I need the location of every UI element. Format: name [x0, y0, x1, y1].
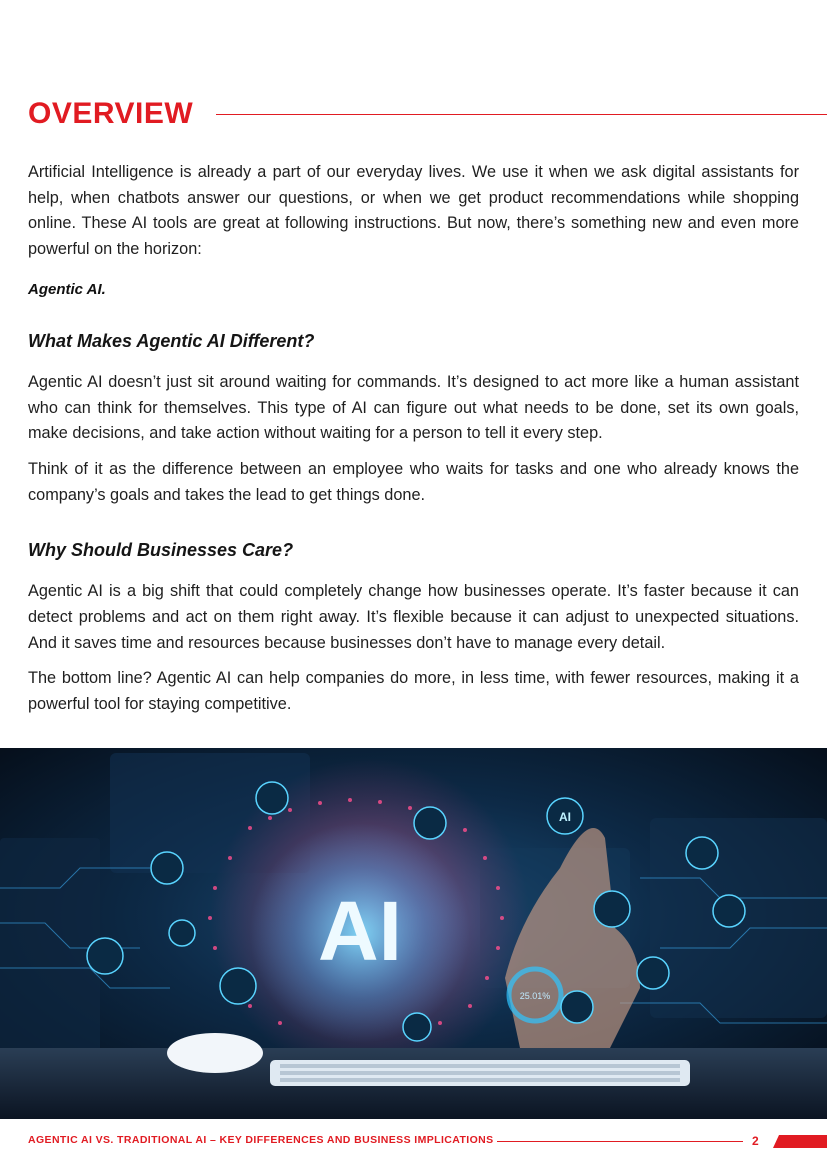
hero-center-text: AI: [318, 884, 402, 978]
hero-image: [0, 748, 827, 1119]
page-tab: [773, 1135, 827, 1148]
image-ai-icon: [256, 782, 288, 814]
page-footer: [0, 1130, 827, 1154]
fingerprint-icon: [169, 920, 195, 946]
intro-paragraph: Artificial Intelligence is already a part of our everyday lives. We use it when we ask digital assistants for help, when chatbots answer our questions, or when we get product recommendations while shopping online. These AI tools are great at following instructions. But now, there’s something new and even more powerful on the horizon:: [28, 163, 799, 259]
section-title-different: What Makes Agentic AI Different?: [28, 330, 315, 351]
network-icon: [151, 852, 183, 884]
ai-circle-icon: [403, 1013, 431, 1041]
page-heading: OVERVIEW: [28, 97, 194, 130]
presentation-icon: [713, 895, 745, 927]
hero-illustration: [0, 748, 827, 1119]
bar-chart-icon: [686, 837, 718, 869]
hero-percent-text: 25.01%: [519, 991, 551, 1001]
person-icon: [637, 957, 669, 989]
section-heading-row: [28, 96, 827, 136]
molecule-icon: [561, 991, 593, 1023]
ai-gear-icon: [87, 938, 123, 974]
section-title-businesses: Why Should Businesses Care?: [28, 540, 294, 561]
paragraph-businesses-2: The bottom line? Agentic AI can help companies do more, in less time, with fewer resources, making it a powerful tool for staying competitive.: [28, 669, 799, 714]
heading-rule: [216, 114, 827, 115]
footer-rule: [497, 1141, 743, 1142]
paragraph-different-2: Think of it as the difference between an employee who waits for tasks and one who already knows the company’s goals and takes the lead to get things done.: [28, 459, 799, 504]
lock-icon: [594, 891, 630, 927]
page-number: 2: [752, 1134, 759, 1148]
footer-title: AGENTIC AI VS. TRADITIONAL AI – KEY DIFFERENCES AND BUSINESS IMPLICATIONS: [28, 1134, 494, 1146]
cloud-icon: [220, 968, 256, 1004]
paragraph-businesses-1: Agentic AI is a big shift that could completely change how businesses operate. It’s faster because it can detect problems and act on them right away. It’s flexible because it can adjust to unexpected situations. And it saves time and resources because businesses don’t have to manage every detail.: [28, 582, 799, 652]
paragraph-different-1: Agentic AI doesn’t just sit around waiting for commands. It’s designed to act more like a human assistant who can think for themselves. This type of AI can figure out what needs to be done, set its own goals, make decisions, and take action without waiting for a person to tell it every step.: [28, 372, 799, 443]
page-content: [28, 160, 799, 718]
callout-text: Agentic AI.: [28, 280, 106, 298]
hero-badge-text: AI: [559, 810, 571, 824]
chat-ai-icon: [414, 807, 446, 839]
